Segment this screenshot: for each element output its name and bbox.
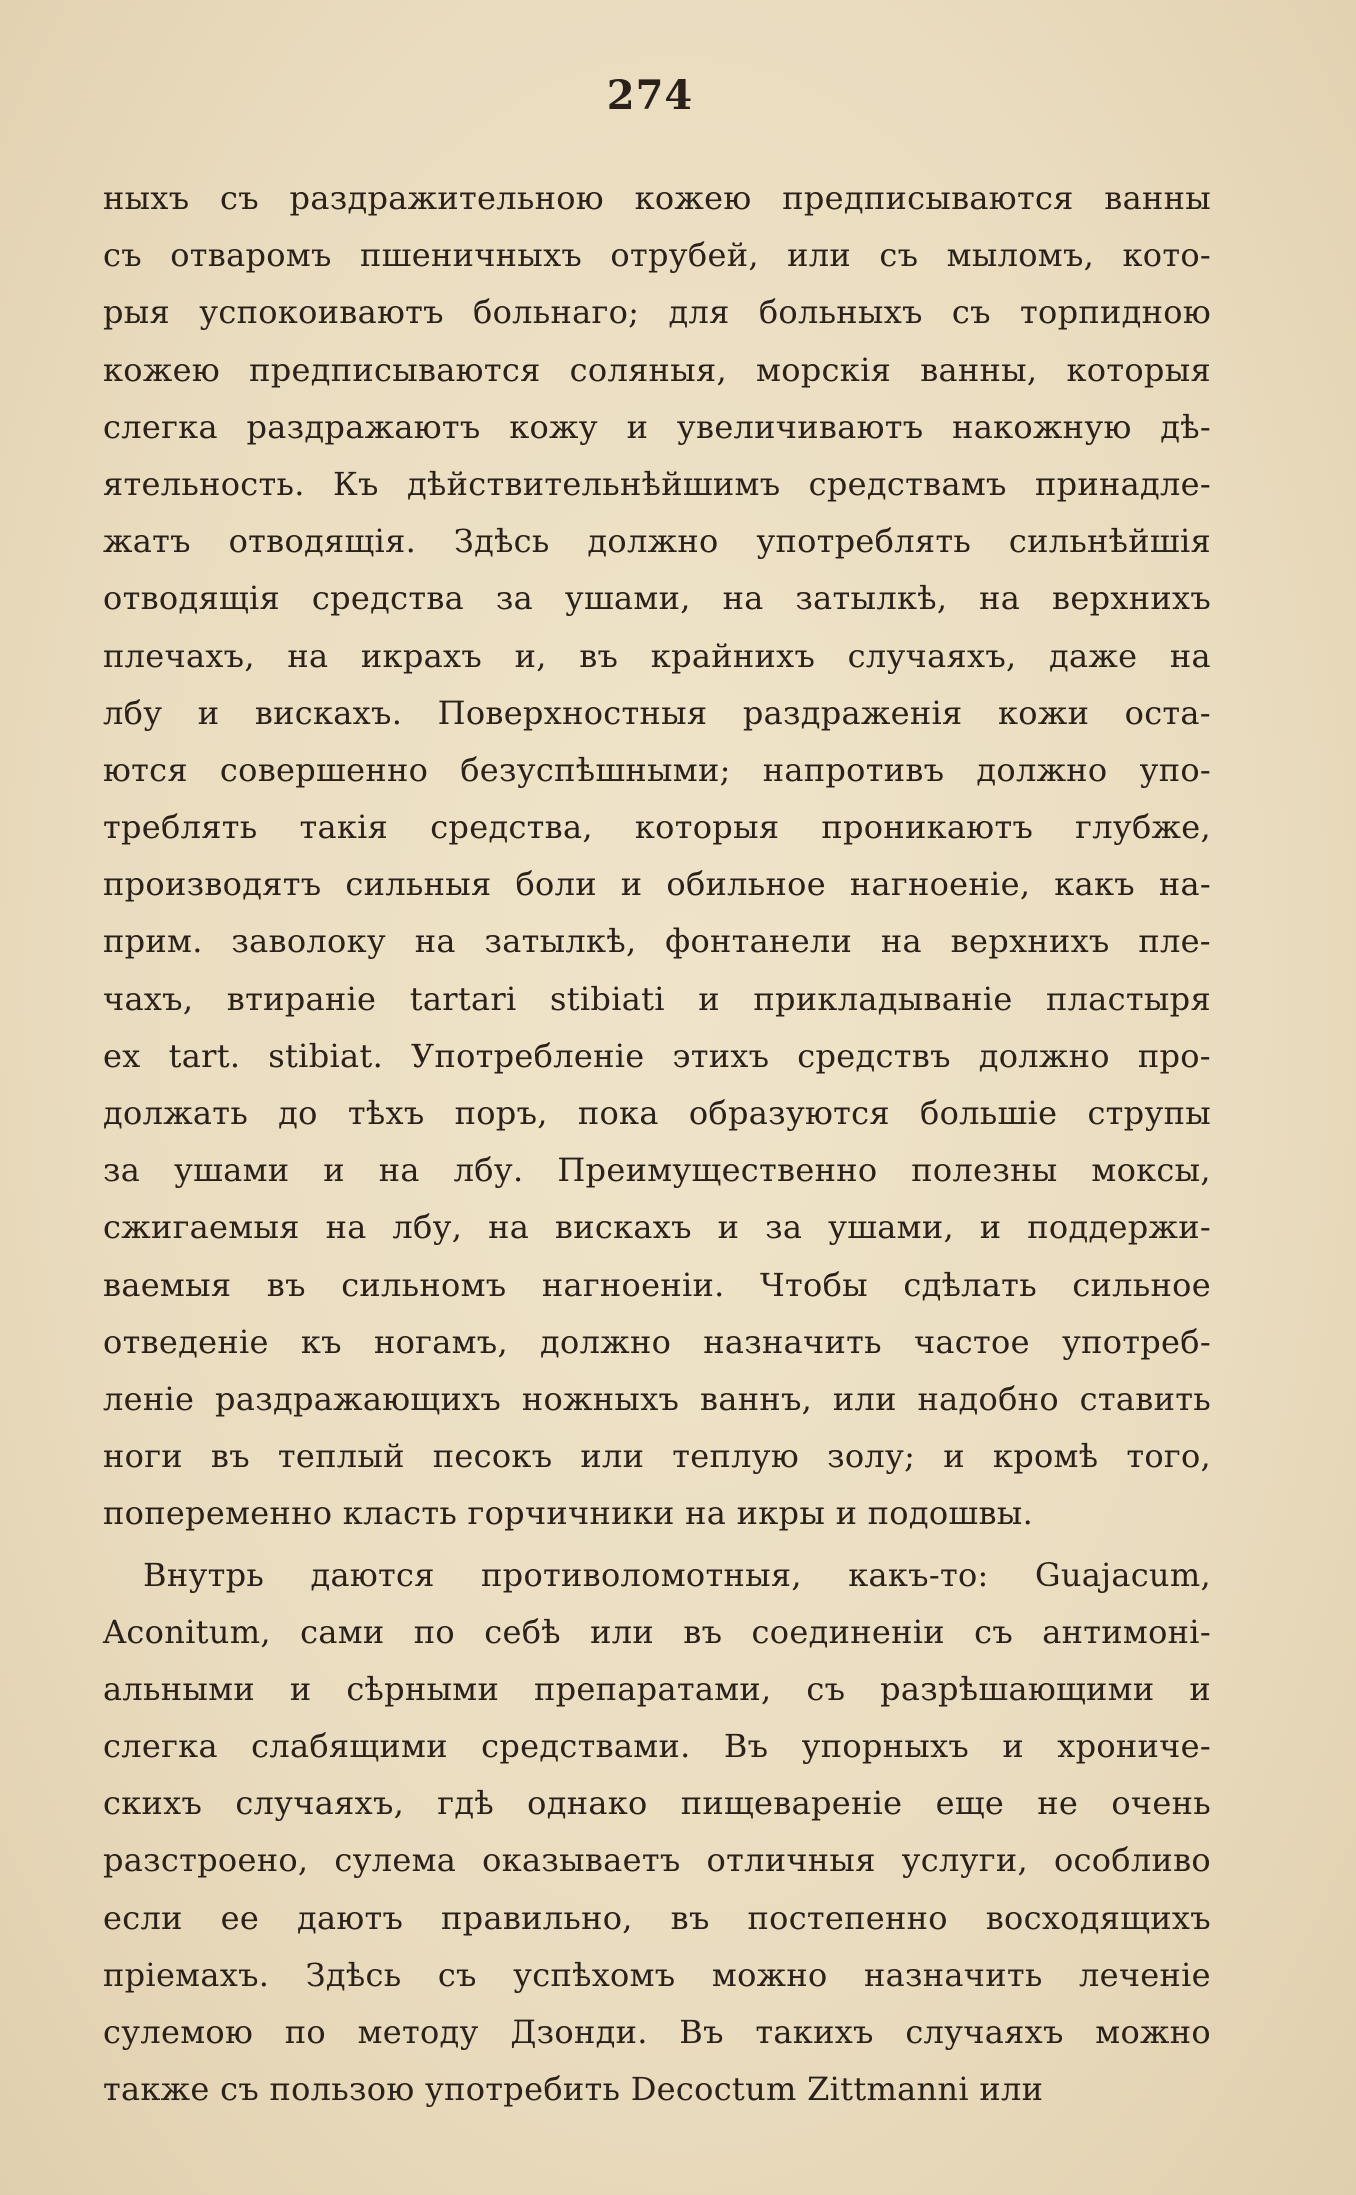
paragraph	[103, 1547, 1211, 2119]
text-line: съ отваромъ пшеничныхъ отрубей, или съ мыломъ, кото-	[103, 236, 1211, 275]
body-text	[103, 170, 1211, 2118]
text-line: рыя успокоиваютъ больнаго; для больныхъ съ торпидною	[103, 293, 1211, 332]
text-line: чахъ, втираніе tartari stibiati и прикладываніе пластыря	[103, 979, 1211, 1018]
text-line: скихъ случаяхъ, гдѣ однако пищевареніе еще не очень	[103, 1784, 1211, 1823]
text-line: сулемою по методу Дзонди. Въ такихъ случаяхъ можно	[103, 2013, 1211, 2051]
text-line: кожею предписываются соляныя, морскія ванны, которыя	[103, 350, 1211, 389]
paragraph	[103, 170, 1211, 1543]
text-line: Aconitum, сами по себѣ или въ соединеніи съ антимоні-	[103, 1612, 1211, 1651]
text-line: леніе раздражающихъ ножныхъ ваннъ, или надобно ставить	[103, 1379, 1211, 1418]
text-line: за ушами и на лбу. Преимущественно полезны моксы,	[103, 1151, 1211, 1190]
text-line: производятъ сильныя боли и обильное нагноеніе, какъ на-	[103, 865, 1211, 904]
text-line: отведеніе къ ногамъ, должно назначить частое употреб-	[103, 1322, 1211, 1361]
text-line: альными и сѣрными препаратами, съ разрѣшающими и	[103, 1669, 1211, 1708]
text-line: также съ пользою употребить Decoctum Zittmanni или	[103, 2070, 1044, 2109]
text-line: ex tart. stibiat. Употребленіе этихъ средствъ должно про-	[103, 1036, 1211, 1075]
text-line: пріемахъ. Здѣсь съ успѣхомъ можно назначить леченіе	[103, 1955, 1211, 1994]
text-line: ныхъ съ раздражительною кожею предписываются ванны	[103, 179, 1211, 217]
text-line: попеременно класть горчичники на икры и подошвы.	[103, 1494, 1034, 1533]
text-line: ятельность. Къ дѣйствительнѣйшимъ средствамъ принадле-	[103, 464, 1211, 503]
text-line: слегка слабящими средствами. Въ упорныхъ и хрониче-	[103, 1727, 1211, 1766]
text-line: Внутрь даются противоломотныя, какъ-то: Guajacum,	[143, 1555, 1211, 1594]
text-line: ваемыя въ сильномъ нагноеніи. Чтобы сдѣлать сильное	[103, 1265, 1211, 1304]
text-line: жатъ отводящія. Здѣсь должно употреблять сильнѣйшія	[103, 522, 1211, 561]
text-line: лбу и вискахъ. Поверхностныя раздраженія кожи оста-	[103, 693, 1211, 732]
text-line: плечахъ, на икрахъ и, въ крайнихъ случаяхъ, даже на	[103, 636, 1211, 675]
text-line: прим. заволоку на затылкѣ, фонтанели на верхнихъ пле-	[103, 922, 1211, 961]
text-line: сжигаемыя на лбу, на вискахъ и за ушами, и поддержи-	[103, 1208, 1211, 1247]
text-line: разстроено, сулема оказываетъ отличныя услуги, особливо	[103, 1841, 1211, 1880]
page-number: 274	[606, 72, 694, 119]
text-line: ноги въ теплый песокъ или теплую золу; и кромѣ того,	[103, 1437, 1211, 1476]
text-line: треблять такія средства, которыя проникаютъ глубже,	[103, 808, 1211, 847]
text-line: если ее даютъ правильно, въ постепенно восходящихъ	[103, 1898, 1211, 1937]
text-line: ются совершенно безуспѣшными; напротивъ должно упо-	[103, 750, 1211, 789]
text-line: отводящія средства за ушами, на затылкѣ, на верхнихъ	[103, 579, 1211, 618]
text-line: слегка раздражаютъ кожу и увеличиваютъ накожную дѣ-	[103, 407, 1211, 446]
text-line: должать до тѣхъ поръ, пока образуются большіе струпы	[103, 1094, 1211, 1132]
